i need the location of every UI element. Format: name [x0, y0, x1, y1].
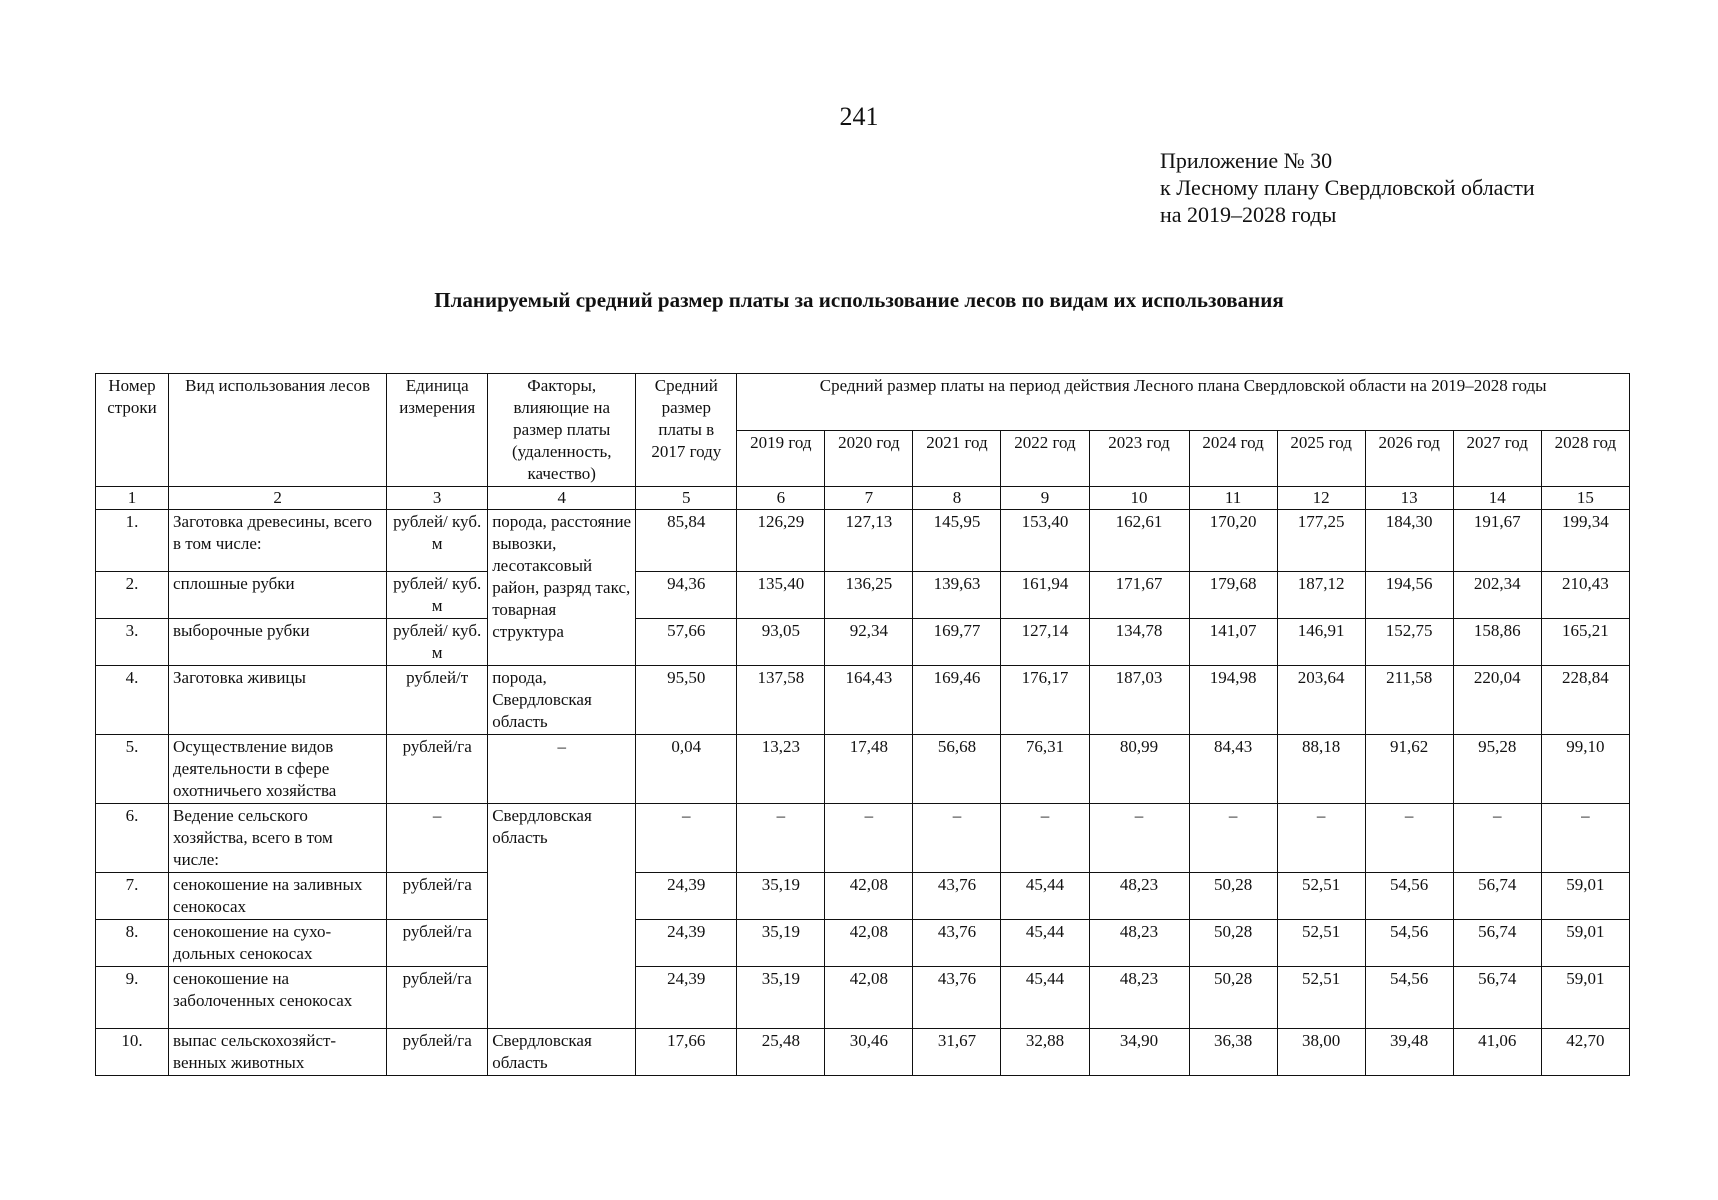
year-value-cell: 177,25: [1277, 510, 1365, 572]
column-number: 8: [913, 487, 1001, 510]
year-value-cell: 202,34: [1453, 572, 1541, 619]
year-value-cell: –: [913, 804, 1001, 873]
document-title: Планируемый средний размер платы за использование лесов по видам их использования: [434, 288, 1284, 312]
header-year: 2023 год: [1089, 430, 1189, 487]
year-value-cell: 99,10: [1541, 735, 1629, 804]
year-value-cell: 164,43: [825, 666, 913, 735]
use-type-cell: выборочные рубки: [169, 619, 387, 666]
header-year: 2026 год: [1365, 430, 1453, 487]
header-year: 2019 год: [737, 430, 825, 487]
header-use-type: Вид использования лесов: [169, 374, 387, 487]
use-type-cell: Заготовка живицы: [169, 666, 387, 735]
year-value-cell: 34,90: [1089, 1029, 1189, 1076]
column-number: 9: [1001, 487, 1089, 510]
year-value-cell: 220,04: [1453, 666, 1541, 735]
row-number-cell: 7.: [96, 873, 169, 920]
year-value-cell: 161,94: [1001, 572, 1089, 619]
year-value-cell: 42,08: [825, 873, 913, 920]
year-value-cell: 92,34: [825, 619, 913, 666]
year-value-cell: 48,23: [1089, 920, 1189, 967]
year-value-cell: 194,56: [1365, 572, 1453, 619]
year-value-cell: 127,13: [825, 510, 913, 572]
year-value-cell: 126,29: [737, 510, 825, 572]
year-value-cell: 35,19: [737, 920, 825, 967]
row-number-cell: 9.: [96, 967, 169, 1029]
avg-2017-cell: 94,36: [636, 572, 737, 619]
year-value-cell: 165,21: [1541, 619, 1629, 666]
row-number-cell: 5.: [96, 735, 169, 804]
year-value-cell: 228,84: [1541, 666, 1629, 735]
column-number: 3: [387, 487, 488, 510]
table-row: [96, 967, 1630, 1029]
year-value-cell: 45,44: [1001, 967, 1089, 1029]
unit-cell: рублей/га: [387, 873, 488, 920]
appendix-line: Приложение № 30: [1160, 148, 1333, 173]
header-year: 2025 год: [1277, 430, 1365, 487]
unit-cell: –: [387, 804, 488, 873]
year-value-cell: 39,48: [1365, 1029, 1453, 1076]
year-value-cell: –: [1365, 804, 1453, 873]
header-year: 2027 год: [1453, 430, 1541, 487]
row-number-cell: 2.: [96, 572, 169, 619]
header-year: 2021 год: [913, 430, 1001, 487]
year-value-cell: –: [737, 804, 825, 873]
year-value-cell: 54,56: [1365, 873, 1453, 920]
use-type-cell: Осуществление видов деятельности в сфере охотничьего хозяйства: [169, 735, 387, 804]
avg-2017-cell: 24,39: [636, 967, 737, 1029]
year-value-cell: 141,07: [1189, 619, 1277, 666]
year-value-cell: 171,67: [1089, 572, 1189, 619]
year-value-cell: 52,51: [1277, 920, 1365, 967]
avg-2017-cell: 24,39: [636, 920, 737, 967]
year-value-cell: 56,74: [1453, 873, 1541, 920]
avg-2017-cell: 17,66: [636, 1029, 737, 1076]
header-row-number: Номер строки: [96, 374, 169, 487]
year-value-cell: 56,68: [913, 735, 1001, 804]
year-value-cell: 84,43: [1189, 735, 1277, 804]
use-type-cell: сенокошение на заболоченных сенокосах: [169, 967, 387, 1029]
year-value-cell: 43,76: [913, 920, 1001, 967]
year-value-cell: 162,61: [1089, 510, 1189, 572]
year-value-cell: 25,48: [737, 1029, 825, 1076]
year-value-cell: –: [1089, 804, 1189, 873]
appendix-line: к Лесному плану Свердловской области: [1160, 175, 1535, 200]
year-value-cell: 152,75: [1365, 619, 1453, 666]
year-value-cell: 134,78: [1089, 619, 1189, 666]
use-type-cell: сплошные рубки: [169, 572, 387, 619]
year-value-cell: –: [1189, 804, 1277, 873]
year-value-cell: 52,51: [1277, 873, 1365, 920]
use-type-cell: сенокошение на сухо-дольных сенокосах: [169, 920, 387, 967]
row-number-cell: 1.: [96, 510, 169, 572]
header-year: 2028 год: [1541, 430, 1629, 487]
year-value-cell: 136,25: [825, 572, 913, 619]
year-value-cell: 169,77: [913, 619, 1001, 666]
year-value-cell: 187,12: [1277, 572, 1365, 619]
header-factors: Факторы, влияющие на размер платы (удаленность, качество): [488, 374, 636, 487]
table-row: [96, 873, 1630, 920]
year-value-cell: –: [1453, 804, 1541, 873]
avg-2017-cell: 24,39: [636, 873, 737, 920]
year-value-cell: 32,88: [1001, 1029, 1089, 1076]
column-number: 14: [1453, 487, 1541, 510]
year-value-cell: 50,28: [1189, 920, 1277, 967]
table-row: [96, 920, 1630, 967]
column-number: 5: [636, 487, 737, 510]
year-value-cell: 135,40: [737, 572, 825, 619]
header-avg-2017: Средний размер платы в 2017 году: [636, 374, 737, 487]
unit-cell: рублей/га: [387, 735, 488, 804]
year-value-cell: 146,91: [1277, 619, 1365, 666]
year-value-cell: 42,08: [825, 967, 913, 1029]
year-value-cell: 93,05: [737, 619, 825, 666]
unit-cell: рублей/т: [387, 666, 488, 735]
table-row: [96, 619, 1630, 666]
column-number: 10: [1089, 487, 1189, 510]
year-value-cell: 31,67: [913, 1029, 1001, 1076]
use-type-cell: выпас сельскохозяйст-венных животных: [169, 1029, 387, 1076]
row-number-cell: 8.: [96, 920, 169, 967]
year-value-cell: 52,51: [1277, 967, 1365, 1029]
year-value-cell: 211,58: [1365, 666, 1453, 735]
year-value-cell: 88,18: [1277, 735, 1365, 804]
year-value-cell: 91,62: [1365, 735, 1453, 804]
year-value-cell: 59,01: [1541, 873, 1629, 920]
year-value-cell: 158,86: [1453, 619, 1541, 666]
year-value-cell: 184,30: [1365, 510, 1453, 572]
row-number-cell: 6.: [96, 804, 169, 873]
factors-cell: Свердловская область: [488, 1029, 636, 1076]
year-value-cell: 210,43: [1541, 572, 1629, 619]
year-value-cell: 50,28: [1189, 873, 1277, 920]
year-value-cell: 170,20: [1189, 510, 1277, 572]
column-number: 13: [1365, 487, 1453, 510]
factors-cell: порода, расстояние вывозки, лесотаксовый район, разряд такс, товарная структура: [488, 510, 636, 666]
column-number: 2: [169, 487, 387, 510]
year-value-cell: 139,63: [913, 572, 1001, 619]
table-row: [96, 1029, 1630, 1076]
year-value-cell: 54,56: [1365, 920, 1453, 967]
year-value-cell: 43,76: [913, 873, 1001, 920]
unit-cell: рублей/ куб. м: [387, 619, 488, 666]
year-value-cell: 176,17: [1001, 666, 1089, 735]
header-year: 2020 год: [825, 430, 913, 487]
unit-cell: рублей/га: [387, 1029, 488, 1076]
column-number: 15: [1541, 487, 1629, 510]
unit-cell: рублей/ куб. м: [387, 572, 488, 619]
avg-2017-cell: 0,04: [636, 735, 737, 804]
fees-table: [95, 373, 1630, 1076]
year-value-cell: 54,56: [1365, 967, 1453, 1029]
use-type-cell: Ведение сельского хозяйства, всего в том числе:: [169, 804, 387, 873]
year-value-cell: 42,70: [1541, 1029, 1629, 1076]
year-value-cell: 43,76: [913, 967, 1001, 1029]
year-value-cell: 56,74: [1453, 967, 1541, 1029]
year-value-cell: 203,64: [1277, 666, 1365, 735]
use-type-cell: сенокошение на заливных сенокосах: [169, 873, 387, 920]
table-row: [96, 735, 1630, 804]
table-row: [96, 572, 1630, 619]
year-value-cell: 76,31: [1001, 735, 1089, 804]
page-number: 241: [839, 102, 879, 131]
row-number-cell: 10.: [96, 1029, 169, 1076]
year-value-cell: –: [1001, 804, 1089, 873]
year-value-cell: 35,19: [737, 873, 825, 920]
avg-2017-cell: –: [636, 804, 737, 873]
year-value-cell: 42,08: [825, 920, 913, 967]
year-value-cell: 48,23: [1089, 873, 1189, 920]
avg-2017-cell: 85,84: [636, 510, 737, 572]
avg-2017-cell: 95,50: [636, 666, 737, 735]
year-value-cell: 191,67: [1453, 510, 1541, 572]
use-type-cell: Заготовка древесины, всего в том числе:: [169, 510, 387, 572]
year-value-cell: 153,40: [1001, 510, 1089, 572]
avg-2017-cell: 57,66: [636, 619, 737, 666]
year-value-cell: 17,48: [825, 735, 913, 804]
column-number: 7: [825, 487, 913, 510]
year-value-cell: 127,14: [1001, 619, 1089, 666]
year-value-cell: 48,23: [1089, 967, 1189, 1029]
row-number-cell: 3.: [96, 619, 169, 666]
column-number: 11: [1189, 487, 1277, 510]
year-value-cell: 59,01: [1541, 967, 1629, 1029]
column-number: 1: [96, 487, 169, 510]
year-value-cell: –: [1541, 804, 1629, 873]
header-period-group: Средний размер платы на период действия Лесного плана Свердловской области на 2019–2028 годы: [737, 374, 1630, 431]
year-value-cell: 45,44: [1001, 873, 1089, 920]
header-unit: Единица измерения: [387, 374, 488, 487]
unit-cell: рублей/ куб. м: [387, 510, 488, 572]
header-year: 2024 год: [1189, 430, 1277, 487]
column-number: 4: [488, 487, 636, 510]
year-value-cell: 187,03: [1089, 666, 1189, 735]
year-value-cell: 179,68: [1189, 572, 1277, 619]
year-value-cell: 50,28: [1189, 967, 1277, 1029]
year-value-cell: 95,28: [1453, 735, 1541, 804]
appendix-note: [1160, 147, 1535, 228]
year-value-cell: 13,23: [737, 735, 825, 804]
factors-cell: порода, Свердловская область: [488, 666, 636, 735]
year-value-cell: 59,01: [1541, 920, 1629, 967]
year-value-cell: 145,95: [913, 510, 1001, 572]
factors-cell: Свердловская область: [488, 804, 636, 1029]
year-value-cell: 199,34: [1541, 510, 1629, 572]
year-value-cell: 41,06: [1453, 1029, 1541, 1076]
year-value-cell: 169,46: [913, 666, 1001, 735]
column-number: 6: [737, 487, 825, 510]
year-value-cell: 35,19: [737, 967, 825, 1029]
unit-cell: рублей/га: [387, 967, 488, 1029]
year-value-cell: –: [825, 804, 913, 873]
table-row: [96, 510, 1630, 572]
column-number: 12: [1277, 487, 1365, 510]
year-value-cell: 137,58: [737, 666, 825, 735]
header-year: 2022 год: [1001, 430, 1089, 487]
column-numbers-row: [96, 487, 1630, 510]
year-value-cell: 30,46: [825, 1029, 913, 1076]
year-value-cell: –: [1277, 804, 1365, 873]
row-number-cell: 4.: [96, 666, 169, 735]
year-value-cell: 36,38: [1189, 1029, 1277, 1076]
year-value-cell: 38,00: [1277, 1029, 1365, 1076]
table-row: [96, 804, 1630, 873]
unit-cell: рублей/га: [387, 920, 488, 967]
year-value-cell: 80,99: [1089, 735, 1189, 804]
factors-cell: –: [488, 735, 636, 804]
appendix-line: на 2019–2028 годы: [1160, 202, 1337, 227]
year-value-cell: 194,98: [1189, 666, 1277, 735]
table-row: [96, 666, 1630, 735]
year-value-cell: 56,74: [1453, 920, 1541, 967]
year-value-cell: 45,44: [1001, 920, 1089, 967]
